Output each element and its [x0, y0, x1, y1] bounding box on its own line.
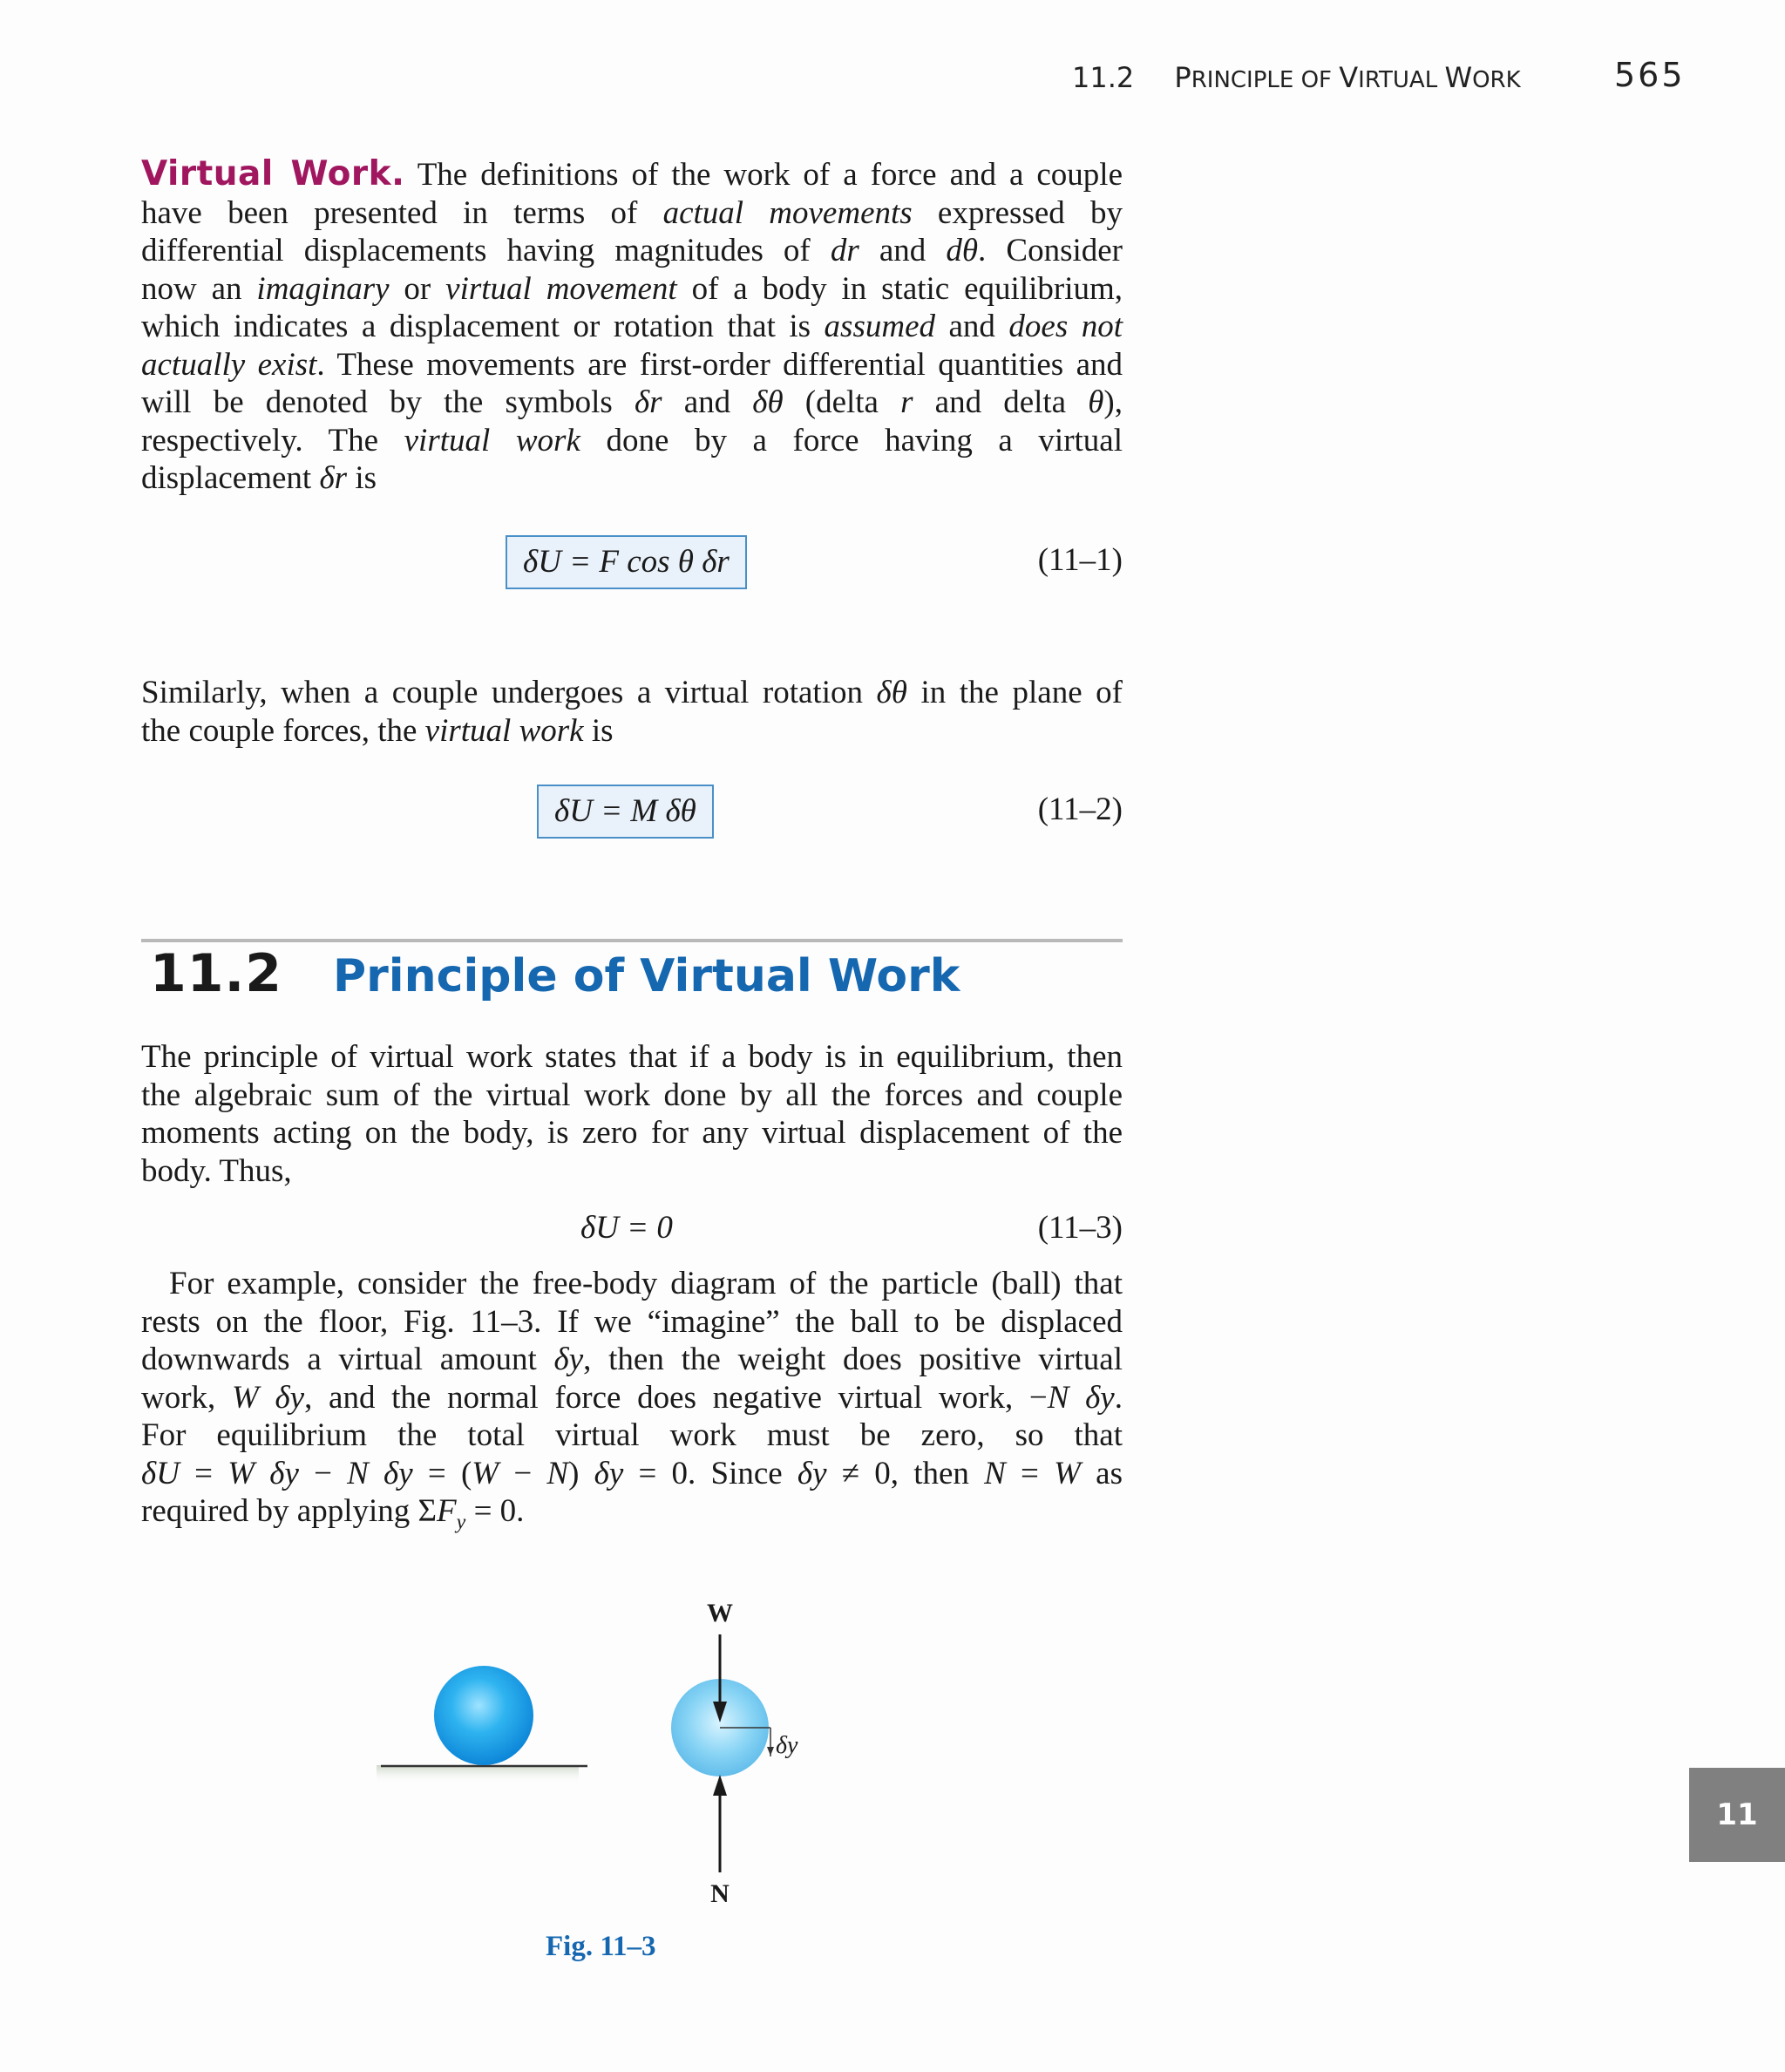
normal-force-label: N	[710, 1879, 730, 1908]
text-line: work, W δy, and the normal force does negative virtual work, −N δy.	[141, 1379, 1123, 1416]
figure-caption: Fig. 11–3	[546, 1931, 656, 1962]
text-line: the algebraic sum of the virtual work done by all the forces and couple	[141, 1077, 1123, 1113]
text-line: required by applying $\Sigma F_y = 0$.	[141, 1493, 525, 1534]
section-rule	[141, 939, 1123, 942]
text-line: Virtual Work. The definitions of the work of a force and a couple	[141, 154, 1123, 194]
equation-box	[537, 785, 714, 839]
text-line: body. Thus,	[141, 1152, 292, 1189]
equation-11-3	[141, 1203, 1123, 1257]
text-line: will be denoted by the symbols δr and δθ (delta r and delta θ),	[141, 384, 1123, 420]
example-paragraph	[141, 1265, 1123, 1542]
section-title: Principle of Virtual Work	[333, 950, 960, 1002]
text-line: now an imaginary or virtual movement of a body in static equilibrium,	[141, 270, 1123, 307]
equation-text: δU = F cos θ δr	[523, 544, 730, 580]
ball-on-floor	[377, 1666, 587, 1784]
virtual-work-paragraph	[141, 155, 1123, 498]
equation-11-2	[141, 785, 1123, 839]
section-number: 11.2	[150, 943, 283, 1004]
equation-text: δU = M δθ	[554, 793, 696, 829]
running-head-title: PRINCIPLE OF VIRTUAL WORK	[1174, 61, 1521, 94]
virtual-work-heading: Virtual Work.	[141, 154, 405, 194]
equation-11-1	[141, 535, 1123, 589]
equation-box	[506, 535, 747, 589]
equation-number: (11–3)	[1037, 1210, 1123, 1246]
running-head-section-number: 11.2	[1072, 61, 1135, 94]
text-line: rests on the floor, Fig. 11–3. If we “imagine” the ball to be displaced	[141, 1303, 1123, 1340]
weight-label: W	[707, 1599, 733, 1627]
text-line: actually exist. These movements are first-order differential quantities and	[141, 346, 1123, 383]
text-line: For equilibrium the total virtual work must be zero, so that	[141, 1417, 1123, 1453]
text-line: which indicates a displacement or rotation that is assumed and does not	[141, 309, 1123, 344]
text-line: the couple forces, the virtual work is	[141, 712, 614, 749]
text-line: displacement δr is	[141, 460, 377, 496]
section-heading	[150, 943, 960, 1004]
text-line: For example, consider the free-body diagram of the particle (ball) that	[169, 1266, 1123, 1301]
couple-paragraph	[141, 674, 1123, 750]
running-head	[1072, 61, 1521, 94]
chapter-tab: 11	[1689, 1768, 1785, 1862]
text-line: downwards a virtual amount δy, then the weight does positive virtual	[141, 1342, 1123, 1377]
figure-11-3	[366, 1595, 854, 1970]
page-number: 565	[1614, 56, 1686, 94]
equation-number: (11–2)	[1037, 791, 1123, 827]
principle-paragraph	[141, 1038, 1123, 1190]
free-body-ball	[671, 1634, 774, 1872]
text-line: respectively. The virtual work done by a force having a virtual	[141, 422, 1123, 459]
text-line: Similarly, when a couple undergoes a virtual rotation δθ in the plane of	[141, 675, 1123, 710]
text-line: The principle of virtual work states that if a body is in equilibrium, then	[141, 1039, 1123, 1075]
text-line: δU = W δy − N δy = (W − N) δy = 0. Since δy ≠ 0, then N = W as	[141, 1455, 1123, 1491]
delta-y-label: δy	[776, 1732, 798, 1759]
text-line: differential displacements having magnitudes of dr and dθ. Consider	[141, 233, 1123, 268]
text-line: have been presented in terms of actual movements expressed by	[141, 194, 1123, 231]
text-line: moments acting on the body, is zero for any virtual displacement of the	[141, 1115, 1123, 1151]
equation-number: (11–1)	[1037, 542, 1123, 578]
equation-text: δU = 0	[580, 1210, 673, 1246]
